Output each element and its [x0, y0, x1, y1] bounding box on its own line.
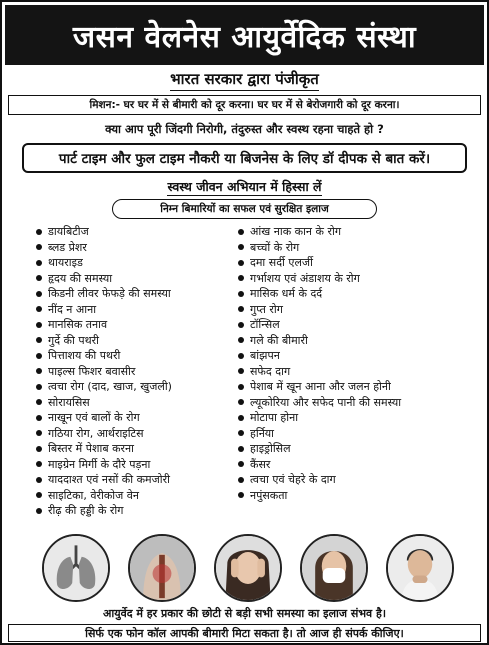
- bullet-icon: [36, 322, 42, 328]
- list-item: हर्निया: [238, 426, 401, 442]
- list-item: पाइल्स फिशर बवासीर: [36, 364, 172, 380]
- list-item: बांझपन: [238, 348, 401, 364]
- list-item: रीढ़ की हड्डी के रोग: [36, 503, 172, 519]
- bullet-icon: [238, 368, 244, 374]
- list-item: हाइड्रोसिल: [238, 441, 401, 457]
- bullet-icon: [36, 275, 42, 281]
- mission-box: मिशन:- घर घर में से बीमारी को दूर करना। घर घर में से बेरोजगारी को दूर करना।: [8, 95, 481, 115]
- list-item: त्वचा एवं चेहरे के दाग: [238, 472, 401, 488]
- spine-pain-icon: [128, 534, 196, 602]
- call-to-action-box: सिर्फ एक फोन कॉल आपकी बीमारी मिटा सकता है। तो आज ही संपर्क कीजिए।: [8, 624, 481, 642]
- list-item: सोरायसिस: [36, 395, 172, 411]
- govt-registered-text: भारत सरकार द्वारा पंजीकृत: [170, 69, 319, 91]
- bullet-icon: [238, 461, 244, 467]
- campaign-text: स्वस्थ जीवन अभियान में हिस्सा लें: [167, 179, 322, 194]
- list-item: बिस्तर में पेशाब करना: [36, 441, 172, 457]
- bullet-icon: [238, 275, 244, 281]
- list-item: ब्लड प्रेशर: [36, 240, 172, 256]
- safe-treatment-pill: निम्न बिमारियों का सफल एवं सुरक्षित इलाज: [112, 199, 377, 219]
- bullet-icon: [36, 353, 42, 359]
- list-item: गले की बीमारी: [238, 333, 401, 349]
- list-item: ल्यूकोरिया और सफेद पानी की समस्या: [238, 395, 401, 411]
- list-item: कैंसर: [238, 457, 401, 473]
- bullet-icon: [238, 477, 244, 483]
- bullet-icon: [238, 306, 244, 312]
- bullet-icon: [36, 508, 42, 514]
- bullet-icon: [36, 260, 42, 266]
- list-item: पेशाब में खून आना और जलन होनी: [238, 379, 401, 395]
- bullet-icon: [36, 291, 42, 297]
- bullet-icon: [238, 446, 244, 452]
- disease-list-left: [36, 224, 172, 519]
- bullet-icon: [36, 368, 42, 374]
- list-item: मासिक धर्म के दर्द: [238, 286, 401, 302]
- list-item: नपुंसकता: [238, 488, 401, 504]
- bullet-icon: [36, 461, 42, 467]
- bullet-icon: [36, 399, 42, 405]
- list-item: माइग्रेन मिर्गी के दौरे पड़ना: [36, 457, 172, 473]
- ayurveda-note: आयुर्वेद में हर प्रकार की छोटी से बड़ी सभी समस्या का इलाज संभव है।: [102, 606, 387, 620]
- list-item: पित्ताशय की पथरी: [36, 348, 172, 364]
- bullet-icon: [238, 430, 244, 436]
- bullet-icon: [36, 477, 42, 483]
- govt-registered-line: [2, 68, 487, 92]
- list-item: किडनी लीवर फेफड़े की समस्या: [36, 286, 172, 302]
- bullet-icon: [36, 415, 42, 421]
- bullet-icon: [36, 446, 42, 452]
- bullet-icon: [238, 244, 244, 250]
- list-item: साइटिका, वेरीकोज वेन: [36, 488, 172, 504]
- bullet-icon: [36, 430, 42, 436]
- list-item: डायबिटीज: [36, 224, 172, 240]
- bullet-icon: [238, 384, 244, 390]
- bullet-icon: [36, 244, 42, 250]
- list-item: गठिया रोग, आर्थराइटिस: [36, 426, 172, 442]
- list-item: बच्चों के रोग: [238, 240, 401, 256]
- bullet-icon: [36, 384, 42, 390]
- bullet-icon: [238, 415, 244, 421]
- bullet-icon: [36, 306, 42, 312]
- bullet-icon: [36, 229, 42, 235]
- list-item: याददाश्त एवं नसों की कमजोरी: [36, 472, 172, 488]
- org-title-banner: जसन वेलनेस आयुर्वेदिक संस्था: [5, 5, 484, 65]
- list-item: टॉन्सिल: [238, 317, 401, 333]
- bullet-icon: [36, 337, 42, 343]
- list-item: त्वचा रोग (दाद, खाज, खुजली): [36, 379, 172, 395]
- bullet-icon: [238, 492, 244, 498]
- list-item: आंख नाक कान के रोग: [238, 224, 401, 240]
- list-item: थायराइड: [36, 255, 172, 271]
- campaign-line: [2, 177, 487, 197]
- list-item: गर्भाशय एवं अंडाशय के रोग: [238, 271, 401, 287]
- bullet-icon: [238, 399, 244, 405]
- bullet-icon: [238, 322, 244, 328]
- disease-list-right: [238, 224, 401, 503]
- bullet-icon: [238, 260, 244, 266]
- list-item: दमा सर्दी एलर्जी: [238, 255, 401, 271]
- bullet-icon: [238, 291, 244, 297]
- list-item: गुर्दे की पथरी: [36, 333, 172, 349]
- throat-pain-man-icon: [386, 534, 454, 602]
- list-item: हृदय की समस्या: [36, 271, 172, 287]
- list-item: मानसिक तनाव: [36, 317, 172, 333]
- sneezing-woman-icon: [300, 534, 368, 602]
- list-item: नाखून एवं बालों के रोग: [36, 410, 172, 426]
- bullet-icon: [238, 353, 244, 359]
- health-question: क्या आप पूरी जिंदगी निरोगी, तंदुरुस्त और स्वस्थ रहना चाहते हो ?: [105, 121, 384, 136]
- job-offer-box: पार्ट टाइम और फुल टाइम नौकरी या बिजनेस के लिए डॉ दीपक से बात करें।: [22, 143, 467, 173]
- list-item: गुप्त रोग: [238, 302, 401, 318]
- headache-woman-icon: [214, 534, 282, 602]
- list-item: मोटापा होना: [238, 410, 401, 426]
- lungs-icon: [42, 534, 110, 602]
- bullet-icon: [238, 337, 244, 343]
- bullet-icon: [36, 492, 42, 498]
- bullet-icon: [238, 229, 244, 235]
- photo-strip: [2, 534, 487, 602]
- list-item: सफेद दाग: [238, 364, 401, 380]
- list-item: नींद न आना: [36, 302, 172, 318]
